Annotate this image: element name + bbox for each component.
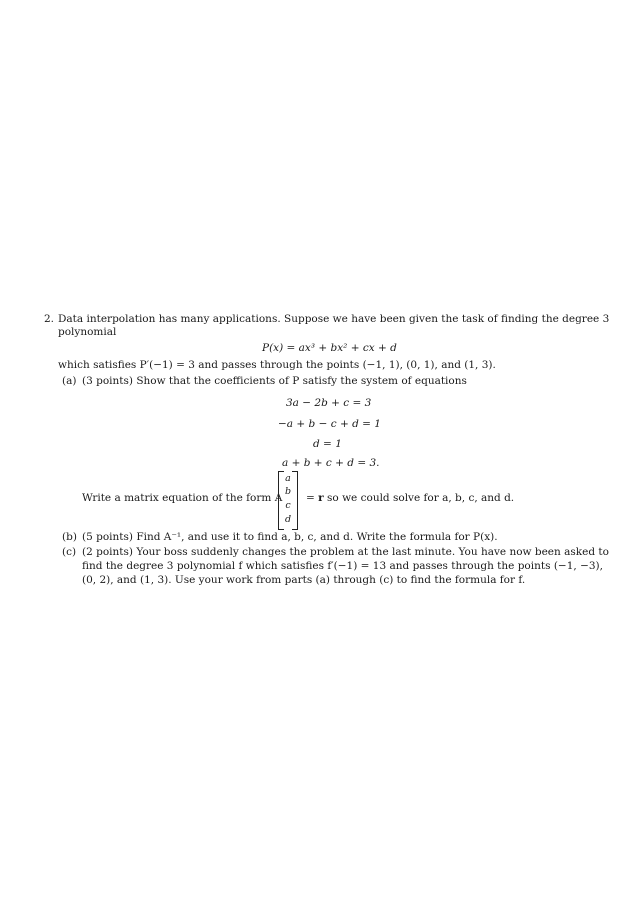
part-a-label: (a)	[62, 375, 77, 387]
part-a-text: (3 points) Show that the coefficients of P satisfy the system of equations	[82, 375, 467, 387]
part-c-line-2: find the degree 3 polynomial f which satisfies f′(−1) = 13 and passes through the points (−1, −3),	[82, 560, 603, 572]
vector-entry-d: d	[284, 514, 292, 525]
part-c-line-1: (2 points) Your boss suddenly changes the problem at the last minute. You have now been asked to	[82, 546, 609, 558]
vector-entry-c: c	[285, 500, 291, 511]
equation-3: d = 1	[313, 438, 342, 450]
matrix-suffix	[306, 492, 514, 505]
part-c-label: (c)	[62, 546, 77, 558]
matrix-prefix: Write a matrix equation of the form A	[82, 492, 283, 504]
matrix-suffix-r: r	[318, 492, 324, 504]
vector-entry-a: a	[285, 473, 291, 484]
part-c-line-3: (0, 2), and (1, 3). Use your work from parts (a) through (c) to find the formula for f.	[82, 574, 526, 586]
intro-line-1: Data interpolation has many applications. Suppose we have been given the task of finding the degree 3	[58, 313, 610, 325]
matrix-suffix-post: so we could solve for a, b, c, and d.	[323, 492, 515, 504]
equation-1: 3a − 2b + c = 3	[286, 397, 372, 409]
equation-2: −a + b − c + d = 1	[278, 418, 381, 430]
part-b-text: (5 points) Find A⁻¹, and use it to find a, b, c, and d. Write the formula for P(x).	[82, 531, 498, 543]
intro-line-2: polynomial	[58, 326, 117, 338]
matrix-suffix-pre: =	[306, 492, 319, 504]
problem-number: 2.	[44, 313, 55, 325]
part-b-label: (b)	[62, 531, 77, 543]
polynomial-equation: P(x) = ax³ + bx² + cx + d	[262, 342, 397, 354]
condition-line: which satisfies P′(−1) = 3 and passes through the points (−1, 1), (0, 1), and (1, 3).	[58, 359, 496, 371]
equation-4: a + b + c + d = 3.	[282, 457, 380, 469]
vector-entry-b: b	[284, 486, 292, 497]
coefficient-vector	[278, 471, 298, 528]
